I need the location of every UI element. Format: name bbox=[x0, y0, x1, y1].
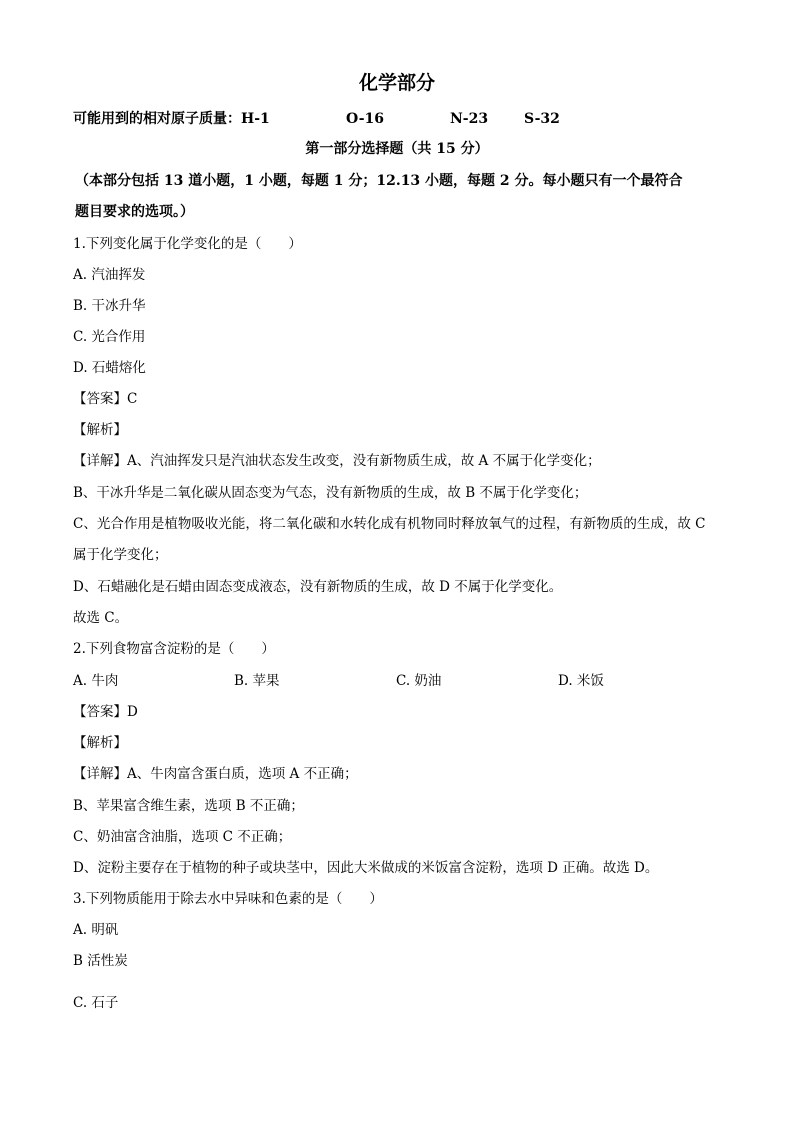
mass-sulfur: S-32 bbox=[524, 111, 560, 127]
q3-stem: 3.下列物质能用于除去水中异味和色素的是（ ） bbox=[73, 891, 383, 907]
q1-detail-3: C、光合作用是植物吸收光能，将二氧化碳和水转化成有机物同时释放氧气的过程，有新物质的生成，故 C bbox=[73, 516, 706, 532]
q2-option-c: C. 奶油 bbox=[396, 673, 442, 689]
page-title: 化学部分 bbox=[358, 72, 435, 94]
q2-detail-1: 【详解】A、牛肉富含蛋白质，选项 A 不正确； bbox=[73, 766, 358, 782]
q2-detail-2: B、苹果富含维生素，选项 B 不正确； bbox=[73, 798, 304, 814]
section-title: 第一部分选择题（共 15 分） bbox=[305, 141, 489, 157]
q2-option-d: D. 米饭 bbox=[558, 673, 604, 689]
q2-analysis-label: 【解析】 bbox=[73, 735, 127, 751]
q1-answer: 【答案】C bbox=[73, 391, 138, 407]
q3-option-b: B 活性炭 bbox=[73, 953, 128, 969]
q1-detail-4: 属于化学变化； bbox=[73, 547, 168, 563]
q3-option-a: A. 明矾 bbox=[73, 922, 119, 938]
q1-detail-6: 故选 C。 bbox=[73, 610, 129, 626]
q1-detail-5: D、石蜡融化是石蜡由固态变成液态，没有新物质的生成，故 D 不属于化学变化。 bbox=[73, 579, 563, 595]
mass-nitrogen: N-23 bbox=[450, 111, 489, 127]
q2-answer: 【答案】D bbox=[73, 704, 138, 720]
q3-option-c: C. 石子 bbox=[73, 995, 119, 1011]
q1-option-c: C. 光合作用 bbox=[73, 329, 146, 345]
q1-analysis-label: 【解析】 bbox=[73, 422, 127, 438]
q1-detail-1: 【详解】A、汽油挥发只是汽油状态发生改变，没有新物质生成，故 A 不属于化学变化； bbox=[73, 453, 601, 469]
q1-option-d: D. 石蜡熔化 bbox=[73, 360, 146, 376]
q1-option-b: B. 干冰升华 bbox=[73, 298, 146, 314]
q1-detail-2: B、干冰升华是二氧化碳从固态变为气态，没有新物质的生成，故 B 不属于化学变化； bbox=[73, 485, 588, 501]
mass-oxygen: O-16 bbox=[346, 111, 385, 127]
q2-detail-3: C、奶油富含油脂，选项 C 不正确； bbox=[73, 829, 292, 845]
q2-option-b: B. 苹果 bbox=[234, 673, 280, 689]
q1-stem: 1.下列变化属于化学变化的是（ ） bbox=[73, 236, 302, 252]
q1-option-a: A. 汽油挥发 bbox=[73, 267, 146, 283]
q2-option-a: A. 牛肉 bbox=[73, 673, 119, 689]
mass-label: 可能用到的相对原子质量：H-1 bbox=[73, 111, 270, 127]
section-note-line1: （本部分包括 13 道小题，1 小题，每题 1 分；12.13 小题，每题 2 分。每小题只有一个最符合 bbox=[75, 173, 683, 189]
relative-atomic-mass-row bbox=[73, 110, 723, 130]
q2-stem: 2.下列食物富含淀粉的是（ ） bbox=[73, 641, 275, 657]
section-note-line2: 题目要求的选项。） bbox=[75, 204, 194, 220]
q2-detail-4: D、淀粉主要存在于植物的种子或块茎中，因此大米做成的米饭富含淀粉，选项 D 正确。故选 D。 bbox=[73, 860, 659, 876]
